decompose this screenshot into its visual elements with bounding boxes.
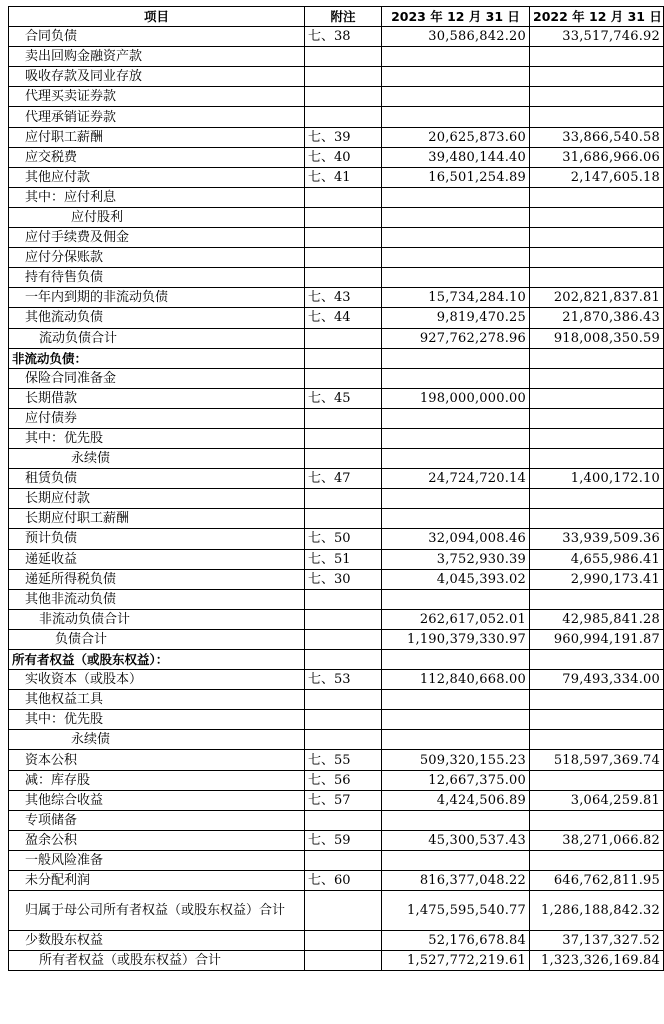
row-label: 卖出回购金融资产款: [9, 47, 305, 67]
row-value-2023: [382, 207, 530, 227]
row-note: 七、40: [305, 147, 382, 167]
row-label: 流动负债合计: [9, 328, 305, 348]
table-row: [9, 27, 664, 47]
row-value-2022: [530, 207, 664, 227]
row-label: 长期借款: [9, 388, 305, 408]
row-label: 吸收存款及同业存放: [9, 67, 305, 87]
row-value-2022: 38,271,066.82: [530, 830, 664, 850]
table-row: [9, 87, 664, 107]
row-label: 保险合同准备金: [9, 368, 305, 388]
section-label: 非流动负债：: [9, 348, 305, 368]
row-label: 递延收益: [9, 549, 305, 569]
row-value-2023: [382, 650, 530, 670]
table-row: [9, 509, 664, 529]
row-value-2022: [530, 348, 664, 368]
row-value-2023: [382, 810, 530, 830]
row-value-2023: 198,000,000.00: [382, 388, 530, 408]
row-value-2022: [530, 408, 664, 428]
header-item: 项目: [9, 7, 305, 27]
total-row: [9, 629, 664, 649]
row-note: 七、39: [305, 127, 382, 147]
row-value-2023: [382, 348, 530, 368]
row-note: 七、59: [305, 830, 382, 850]
row-note: 七、43: [305, 288, 382, 308]
header-note: 附注: [305, 7, 382, 27]
row-note: [305, 348, 382, 368]
row-value-2022: [530, 690, 664, 710]
row-value-2023: [382, 690, 530, 710]
table-row: [9, 489, 664, 509]
row-value-2023: 112,840,668.00: [382, 670, 530, 690]
table-row: [9, 449, 664, 469]
row-note: [305, 368, 382, 388]
row-note: [305, 629, 382, 649]
row-label: 代理承销证券款: [9, 107, 305, 127]
row-note: [305, 509, 382, 529]
table-row: [9, 228, 664, 248]
row-note: [305, 489, 382, 509]
row-label: 其他权益工具: [9, 690, 305, 710]
row-note: [305, 248, 382, 268]
row-label: 减：库存股: [9, 770, 305, 790]
row-value-2023: 24,724,720.14: [382, 469, 530, 489]
row-value-2023: 1,475,595,540.77: [382, 891, 530, 931]
row-label: 资本公积: [9, 750, 305, 770]
row-value-2022: [530, 87, 664, 107]
table-row: [9, 67, 664, 87]
row-value-2022: [530, 850, 664, 870]
header-2023: 2023 年 12 月 31 日: [382, 7, 530, 27]
table-row: [9, 690, 664, 710]
row-note: [305, 850, 382, 870]
row-label: 应付分保账款: [9, 248, 305, 268]
row-label: 应付手续费及佣金: [9, 228, 305, 248]
table-row: [9, 770, 664, 790]
row-note: [305, 67, 382, 87]
header-2022: 2022 年 12 月 31 日: [530, 7, 664, 27]
row-note: [305, 589, 382, 609]
row-value-2022: 1,286,188,842.32: [530, 891, 664, 931]
row-value-2022: [530, 268, 664, 288]
table-row: [9, 47, 664, 67]
row-label: 永续债: [9, 730, 305, 750]
row-value-2022: 202,821,837.81: [530, 288, 664, 308]
row-value-2023: [382, 107, 530, 127]
table-row: [9, 670, 664, 690]
row-value-2022: 33,939,509.36: [530, 529, 664, 549]
row-label: 非流动负债合计: [9, 609, 305, 629]
row-note: [305, 951, 382, 971]
row-value-2022: [530, 509, 664, 529]
row-label: 少数股东权益: [9, 931, 305, 951]
row-label: 应交税费: [9, 147, 305, 167]
row-label: 租赁负债: [9, 469, 305, 489]
row-value-2023: 262,617,052.01: [382, 609, 530, 629]
row-note: 七、51: [305, 549, 382, 569]
row-value-2023: [382, 248, 530, 268]
table-row: [9, 147, 664, 167]
table-row: [9, 710, 664, 730]
row-label: 应付债券: [9, 408, 305, 428]
table-row: [9, 850, 664, 870]
row-value-2022: [530, 770, 664, 790]
row-value-2023: [382, 268, 530, 288]
row-value-2022: 37,137,327.52: [530, 931, 664, 951]
row-label: 长期应付款: [9, 489, 305, 509]
table-row: [9, 288, 664, 308]
table-row: [9, 268, 664, 288]
row-value-2023: 16,501,254.89: [382, 167, 530, 187]
subtotal-row: [9, 328, 664, 348]
row-note: [305, 730, 382, 750]
row-label: 归属于母公司所有者权益（或股东权益）合计: [9, 891, 305, 931]
row-value-2023: 32,094,008.46: [382, 529, 530, 549]
row-value-2023: 1,190,379,330.97: [382, 629, 530, 649]
row-value-2022: 646,762,811.95: [530, 871, 664, 891]
row-value-2022: 33,517,746.92: [530, 27, 664, 47]
row-value-2023: 4,045,393.02: [382, 569, 530, 589]
table-row: [9, 167, 664, 187]
table-row: [9, 730, 664, 750]
row-note: 七、38: [305, 27, 382, 47]
row-value-2022: [530, 489, 664, 509]
row-label: 合同负债: [9, 27, 305, 47]
table-row: [9, 469, 664, 489]
row-label: 一年内到期的非流动负债: [9, 288, 305, 308]
row-value-2023: [382, 67, 530, 87]
row-note: [305, 87, 382, 107]
row-value-2022: [530, 368, 664, 388]
row-value-2023: 12,667,375.00: [382, 770, 530, 790]
row-note: [305, 609, 382, 629]
row-label: 应付职工薪酬: [9, 127, 305, 147]
row-value-2023: [382, 228, 530, 248]
row-note: [305, 408, 382, 428]
row-note: 七、55: [305, 750, 382, 770]
table-row: [9, 790, 664, 810]
row-note: [305, 931, 382, 951]
row-value-2022: [530, 107, 664, 127]
row-note: [305, 47, 382, 67]
row-label: 实收资本（或股本）: [9, 670, 305, 690]
table-row: [9, 428, 664, 448]
table-row: [9, 207, 664, 227]
row-note: [305, 650, 382, 670]
row-value-2022: [530, 730, 664, 750]
row-label: 其中：优先股: [9, 710, 305, 730]
row-label: 其他非流动负债: [9, 589, 305, 609]
row-value-2022: 1,323,326,169.84: [530, 951, 664, 971]
row-note: 七、60: [305, 871, 382, 891]
row-value-2022: [530, 187, 664, 207]
row-note: [305, 810, 382, 830]
row-value-2023: 15,734,284.10: [382, 288, 530, 308]
row-label: 持有待售负债: [9, 268, 305, 288]
total-row: [9, 951, 664, 971]
table-row: [9, 750, 664, 770]
balance-sheet-table: [8, 6, 664, 971]
row-note: 七、45: [305, 388, 382, 408]
row-label: 专项储备: [9, 810, 305, 830]
row-value-2022: [530, 248, 664, 268]
row-label: 长期应付职工薪酬: [9, 509, 305, 529]
row-value-2023: 3,752,930.39: [382, 549, 530, 569]
row-value-2022: 3,064,259.81: [530, 790, 664, 810]
row-value-2023: [382, 449, 530, 469]
row-label: 其中：应付利息: [9, 187, 305, 207]
row-note: [305, 268, 382, 288]
row-note: 七、44: [305, 308, 382, 328]
row-value-2023: [382, 589, 530, 609]
table-row: [9, 810, 664, 830]
row-note: [305, 428, 382, 448]
row-note: 七、56: [305, 770, 382, 790]
row-note: [305, 228, 382, 248]
row-label: 负债合计: [9, 629, 305, 649]
row-label: 预计负债: [9, 529, 305, 549]
row-label: 递延所得税负债: [9, 569, 305, 589]
row-value-2023: 52,176,678.84: [382, 931, 530, 951]
table-row: [9, 408, 664, 428]
table-row: [9, 569, 664, 589]
table-row: [9, 248, 664, 268]
row-value-2022: [530, 228, 664, 248]
row-label: 一般风险准备: [9, 850, 305, 870]
row-note: [305, 690, 382, 710]
table-row: [9, 529, 664, 549]
row-label: 其中：优先股: [9, 428, 305, 448]
row-value-2023: 39,480,144.40: [382, 147, 530, 167]
row-value-2022: 4,655,986.41: [530, 549, 664, 569]
row-note: [305, 207, 382, 227]
row-value-2023: 1,527,772,219.61: [382, 951, 530, 971]
row-value-2022: 518,597,369.74: [530, 750, 664, 770]
section-label: 所有者权益（或股东权益）：: [9, 650, 305, 670]
subtotal-row: [9, 891, 664, 931]
row-label: 代理买卖证券款: [9, 87, 305, 107]
row-value-2022: 1,400,172.10: [530, 469, 664, 489]
table-row: [9, 187, 664, 207]
row-value-2022: 21,870,386.43: [530, 308, 664, 328]
row-value-2023: 816,377,048.22: [382, 871, 530, 891]
table-row: [9, 931, 664, 951]
row-label: 其他应付款: [9, 167, 305, 187]
section-header-row: [9, 348, 664, 368]
row-value-2023: [382, 47, 530, 67]
row-value-2023: [382, 850, 530, 870]
row-note: 七、41: [305, 167, 382, 187]
row-value-2022: [530, 67, 664, 87]
row-value-2022: 960,994,191.87: [530, 629, 664, 649]
row-value-2022: 79,493,334.00: [530, 670, 664, 690]
row-value-2023: 927,762,278.96: [382, 328, 530, 348]
table-row: [9, 549, 664, 569]
row-value-2022: 42,985,841.28: [530, 609, 664, 629]
table-row: [9, 589, 664, 609]
table-row: [9, 830, 664, 850]
row-value-2022: 2,147,605.18: [530, 167, 664, 187]
row-note: 七、57: [305, 790, 382, 810]
row-note: [305, 449, 382, 469]
row-value-2023: [382, 489, 530, 509]
row-note: [305, 328, 382, 348]
row-value-2023: 4,424,506.89: [382, 790, 530, 810]
table-row: [9, 127, 664, 147]
row-label: 未分配利润: [9, 871, 305, 891]
row-value-2022: [530, 428, 664, 448]
row-value-2023: 20,625,873.60: [382, 127, 530, 147]
row-note: [305, 107, 382, 127]
row-value-2022: [530, 650, 664, 670]
row-note: 七、30: [305, 569, 382, 589]
table-row: [9, 871, 664, 891]
row-value-2022: [530, 388, 664, 408]
table-row: [9, 107, 664, 127]
row-note: [305, 187, 382, 207]
row-value-2022: [530, 449, 664, 469]
row-label: 其他综合收益: [9, 790, 305, 810]
row-label: 盈余公积: [9, 830, 305, 850]
row-value-2023: 509,320,155.23: [382, 750, 530, 770]
row-value-2023: [382, 710, 530, 730]
row-value-2023: [382, 509, 530, 529]
row-value-2023: [382, 408, 530, 428]
row-value-2023: [382, 368, 530, 388]
row-value-2022: 33,866,540.58: [530, 127, 664, 147]
row-value-2022: [530, 589, 664, 609]
row-value-2023: [382, 87, 530, 107]
section-header-row: [9, 650, 664, 670]
row-value-2023: 30,586,842.20: [382, 27, 530, 47]
row-value-2022: 918,008,350.59: [530, 328, 664, 348]
row-value-2023: [382, 730, 530, 750]
row-value-2023: [382, 428, 530, 448]
row-note: 七、50: [305, 529, 382, 549]
row-value-2022: [530, 710, 664, 730]
row-label: 其他流动负债: [9, 308, 305, 328]
row-label: 应付股利: [9, 207, 305, 227]
header-row: [9, 7, 664, 27]
row-label: 所有者权益（或股东权益）合计: [9, 951, 305, 971]
row-note: 七、53: [305, 670, 382, 690]
table-row: [9, 388, 664, 408]
table-row: [9, 368, 664, 388]
row-value-2023: 9,819,470.25: [382, 308, 530, 328]
row-label: 永续债: [9, 449, 305, 469]
row-value-2023: [382, 187, 530, 207]
row-note: 七、47: [305, 469, 382, 489]
subtotal-row: [9, 609, 664, 629]
row-value-2022: 31,686,966.06: [530, 147, 664, 167]
row-note: [305, 891, 382, 931]
table-row: [9, 308, 664, 328]
row-note: [305, 710, 382, 730]
row-value-2022: 2,990,173.41: [530, 569, 664, 589]
row-value-2023: 45,300,537.43: [382, 830, 530, 850]
row-value-2022: [530, 810, 664, 830]
row-value-2022: [530, 47, 664, 67]
